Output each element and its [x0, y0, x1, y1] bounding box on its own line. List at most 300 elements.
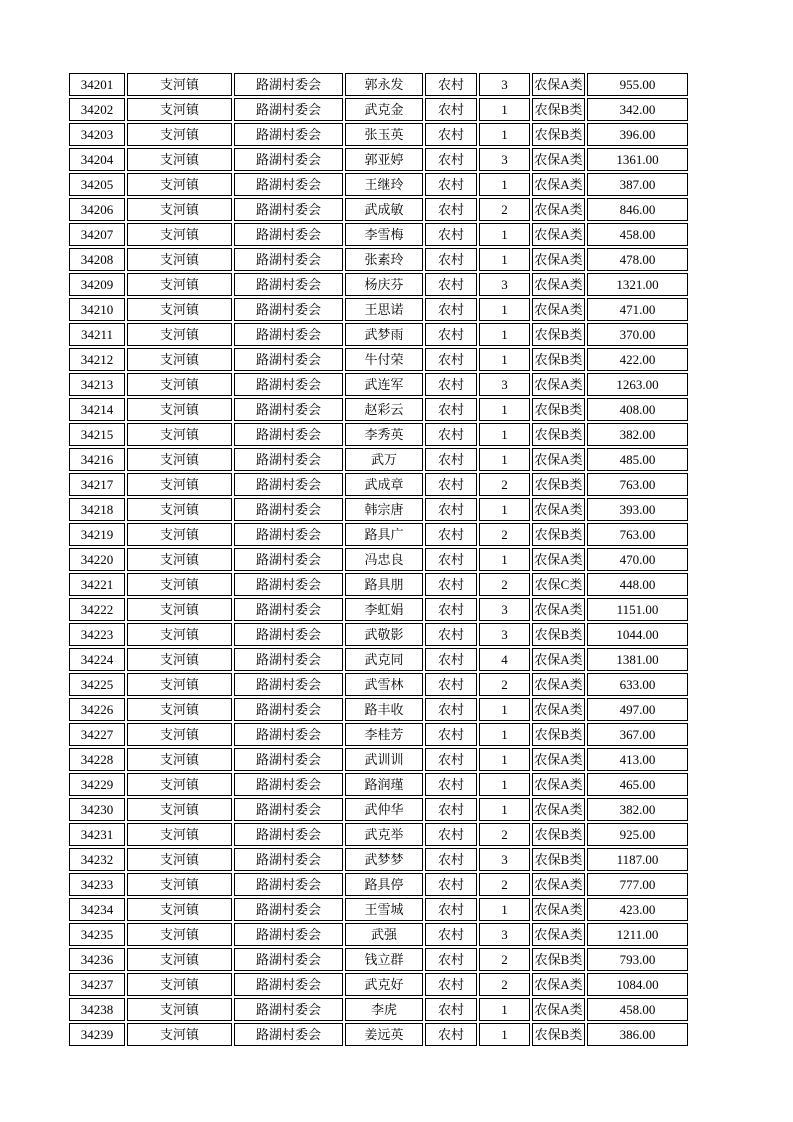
cell-village: 路湖村委会: [234, 173, 343, 196]
cell-name: 武雪林: [345, 673, 423, 696]
cell-name: 武敬影: [345, 623, 423, 646]
cell-name: 李雪梅: [345, 223, 423, 246]
table-row: [69, 498, 688, 521]
cell-insurance_category: 农保B类: [532, 348, 585, 371]
cell-town: 支河镇: [127, 598, 232, 621]
cell-name: 武强: [345, 923, 423, 946]
cell-person_count: 1: [479, 798, 530, 821]
cell-name: 王雪城: [345, 898, 423, 921]
cell-insurance_category: 农保A类: [532, 548, 585, 571]
cell-id: 34233: [69, 873, 125, 896]
cell-village: 路湖村委会: [234, 573, 343, 596]
cell-name: 武克同: [345, 648, 423, 671]
table-row: [69, 548, 688, 571]
cell-amount: 1263.00: [587, 373, 688, 396]
cell-id: 34232: [69, 848, 125, 871]
cell-person_count: 1: [479, 123, 530, 146]
cell-id: 34213: [69, 373, 125, 396]
cell-person_count: 2: [479, 973, 530, 996]
cell-id: 34227: [69, 723, 125, 746]
cell-name: 路具朋: [345, 573, 423, 596]
cell-id: 34205: [69, 173, 125, 196]
cell-id: 34235: [69, 923, 125, 946]
cell-residence_type: 农村: [425, 948, 477, 971]
table-row: [69, 648, 688, 671]
cell-amount: 413.00: [587, 748, 688, 771]
cell-amount: 497.00: [587, 698, 688, 721]
cell-village: 路湖村委会: [234, 123, 343, 146]
cell-amount: 633.00: [587, 673, 688, 696]
cell-amount: 465.00: [587, 773, 688, 796]
cell-amount: 382.00: [587, 798, 688, 821]
cell-id: 34222: [69, 598, 125, 621]
cell-person_count: 1: [479, 423, 530, 446]
table-row: [69, 98, 688, 121]
cell-amount: 1211.00: [587, 923, 688, 946]
table-row: [69, 998, 688, 1021]
cell-amount: 763.00: [587, 523, 688, 546]
cell-village: 路湖村委会: [234, 148, 343, 171]
cell-id: 34208: [69, 248, 125, 271]
table-row: [69, 973, 688, 996]
cell-name: 武仲华: [345, 798, 423, 821]
cell-village: 路湖村委会: [234, 548, 343, 571]
cell-name: 武训训: [345, 748, 423, 771]
cell-person_count: 3: [479, 373, 530, 396]
cell-town: 支河镇: [127, 123, 232, 146]
table-row: [69, 523, 688, 546]
cell-name: 牛付荣: [345, 348, 423, 371]
cell-insurance_category: 农保B类: [532, 523, 585, 546]
cell-town: 支河镇: [127, 323, 232, 346]
cell-name: 姜远英: [345, 1023, 423, 1046]
cell-person_count: 2: [479, 673, 530, 696]
cell-insurance_category: 农保A类: [532, 298, 585, 321]
table-row: [69, 1023, 688, 1046]
cell-name: 郭永发: [345, 73, 423, 96]
cell-residence_type: 农村: [425, 973, 477, 996]
cell-village: 路湖村委会: [234, 748, 343, 771]
insurance-payment-table: [67, 71, 690, 1048]
cell-amount: 470.00: [587, 548, 688, 571]
cell-name: 路润瑾: [345, 773, 423, 796]
cell-person_count: 3: [479, 598, 530, 621]
cell-amount: 1187.00: [587, 848, 688, 871]
cell-town: 支河镇: [127, 198, 232, 221]
table-row: [69, 398, 688, 421]
cell-id: 34201: [69, 73, 125, 96]
cell-residence_type: 农村: [425, 848, 477, 871]
table-row: [69, 623, 688, 646]
cell-town: 支河镇: [127, 398, 232, 421]
table-row: [69, 173, 688, 196]
cell-town: 支河镇: [127, 473, 232, 496]
cell-village: 路湖村委会: [234, 298, 343, 321]
cell-insurance_category: 农保A类: [532, 748, 585, 771]
cell-id: 34225: [69, 673, 125, 696]
cell-id: 34238: [69, 998, 125, 1021]
cell-town: 支河镇: [127, 748, 232, 771]
cell-residence_type: 农村: [425, 698, 477, 721]
cell-id: 34221: [69, 573, 125, 596]
cell-person_count: 1: [479, 748, 530, 771]
table-row: [69, 723, 688, 746]
cell-id: 34219: [69, 523, 125, 546]
cell-amount: 478.00: [587, 248, 688, 271]
cell-residence_type: 农村: [425, 898, 477, 921]
cell-person_count: 1: [479, 773, 530, 796]
cell-town: 支河镇: [127, 698, 232, 721]
cell-town: 支河镇: [127, 948, 232, 971]
table-row: [69, 573, 688, 596]
cell-town: 支河镇: [127, 848, 232, 871]
cell-person_count: 1: [479, 348, 530, 371]
cell-amount: 458.00: [587, 998, 688, 1021]
cell-person_count: 2: [479, 573, 530, 596]
cell-id: 34220: [69, 548, 125, 571]
cell-amount: 1321.00: [587, 273, 688, 296]
cell-amount: 367.00: [587, 723, 688, 746]
cell-amount: 846.00: [587, 198, 688, 221]
cell-insurance_category: 农保A类: [532, 198, 585, 221]
cell-residence_type: 农村: [425, 448, 477, 471]
cell-amount: 370.00: [587, 323, 688, 346]
cell-person_count: 1: [479, 223, 530, 246]
cell-amount: 423.00: [587, 898, 688, 921]
cell-person_count: 4: [479, 648, 530, 671]
cell-name: 冯忠良: [345, 548, 423, 571]
cell-residence_type: 农村: [425, 723, 477, 746]
cell-name: 路丰收: [345, 698, 423, 721]
cell-id: 34239: [69, 1023, 125, 1046]
cell-insurance_category: 农保B类: [532, 423, 585, 446]
cell-residence_type: 农村: [425, 473, 477, 496]
cell-town: 支河镇: [127, 623, 232, 646]
cell-person_count: 1: [479, 398, 530, 421]
cell-village: 路湖村委会: [234, 648, 343, 671]
cell-id: 34203: [69, 123, 125, 146]
cell-town: 支河镇: [127, 98, 232, 121]
cell-amount: 1084.00: [587, 973, 688, 996]
cell-village: 路湖村委会: [234, 273, 343, 296]
cell-town: 支河镇: [127, 1023, 232, 1046]
cell-person_count: 1: [479, 548, 530, 571]
cell-town: 支河镇: [127, 373, 232, 396]
cell-residence_type: 农村: [425, 548, 477, 571]
cell-person_count: 2: [479, 198, 530, 221]
cell-id: 34217: [69, 473, 125, 496]
cell-village: 路湖村委会: [234, 923, 343, 946]
table-row: [69, 673, 688, 696]
table-body: [69, 73, 688, 1046]
cell-name: 武成敏: [345, 198, 423, 221]
cell-person_count: 1: [479, 723, 530, 746]
cell-town: 支河镇: [127, 298, 232, 321]
table-row: [69, 198, 688, 221]
cell-amount: 1151.00: [587, 598, 688, 621]
cell-village: 路湖村委会: [234, 973, 343, 996]
cell-insurance_category: 农保B类: [532, 398, 585, 421]
cell-amount: 458.00: [587, 223, 688, 246]
cell-village: 路湖村委会: [234, 473, 343, 496]
cell-residence_type: 农村: [425, 923, 477, 946]
cell-name: 张素玲: [345, 248, 423, 271]
cell-village: 路湖村委会: [234, 198, 343, 221]
cell-residence_type: 农村: [425, 798, 477, 821]
cell-id: 34223: [69, 623, 125, 646]
table-row: [69, 923, 688, 946]
cell-name: 李虎: [345, 998, 423, 1021]
cell-name: 李虹娟: [345, 598, 423, 621]
table-row: [69, 298, 688, 321]
cell-id: 34226: [69, 698, 125, 721]
table-row: [69, 773, 688, 796]
cell-insurance_category: 农保B类: [532, 623, 585, 646]
cell-insurance_category: 农保A类: [532, 73, 585, 96]
cell-residence_type: 农村: [425, 873, 477, 896]
cell-amount: 1381.00: [587, 648, 688, 671]
cell-residence_type: 农村: [425, 148, 477, 171]
cell-person_count: 1: [479, 98, 530, 121]
cell-id: 34214: [69, 398, 125, 421]
cell-insurance_category: 农保A类: [532, 873, 585, 896]
cell-town: 支河镇: [127, 998, 232, 1021]
cell-village: 路湖村委会: [234, 623, 343, 646]
cell-town: 支河镇: [127, 73, 232, 96]
cell-village: 路湖村委会: [234, 773, 343, 796]
cell-id: 34228: [69, 748, 125, 771]
cell-insurance_category: 农保A类: [532, 998, 585, 1021]
cell-person_count: 1: [479, 323, 530, 346]
cell-person_count: 2: [479, 823, 530, 846]
cell-name: 钱立群: [345, 948, 423, 971]
cell-residence_type: 农村: [425, 823, 477, 846]
table-row: [69, 448, 688, 471]
cell-person_count: 1: [479, 698, 530, 721]
cell-town: 支河镇: [127, 573, 232, 596]
cell-id: 34237: [69, 973, 125, 996]
cell-insurance_category: 农保A类: [532, 148, 585, 171]
cell-town: 支河镇: [127, 148, 232, 171]
cell-town: 支河镇: [127, 923, 232, 946]
cell-amount: 342.00: [587, 98, 688, 121]
cell-town: 支河镇: [127, 823, 232, 846]
cell-person_count: 3: [479, 273, 530, 296]
cell-residence_type: 农村: [425, 648, 477, 671]
cell-amount: 1361.00: [587, 148, 688, 171]
cell-insurance_category: 农保A类: [532, 173, 585, 196]
cell-town: 支河镇: [127, 523, 232, 546]
cell-amount: 408.00: [587, 398, 688, 421]
cell-amount: 777.00: [587, 873, 688, 896]
cell-village: 路湖村委会: [234, 98, 343, 121]
cell-name: 武梦雨: [345, 323, 423, 346]
cell-residence_type: 农村: [425, 623, 477, 646]
cell-insurance_category: 农保C类: [532, 573, 585, 596]
cell-insurance_category: 农保B类: [532, 823, 585, 846]
cell-insurance_category: 农保B类: [532, 723, 585, 746]
table-row: [69, 348, 688, 371]
cell-residence_type: 农村: [425, 773, 477, 796]
cell-residence_type: 农村: [425, 323, 477, 346]
cell-village: 路湖村委会: [234, 1023, 343, 1046]
cell-amount: 386.00: [587, 1023, 688, 1046]
cell-insurance_category: 农保A类: [532, 698, 585, 721]
cell-amount: 448.00: [587, 573, 688, 596]
cell-name: 郭亚婷: [345, 148, 423, 171]
cell-person_count: 1: [479, 448, 530, 471]
cell-residence_type: 农村: [425, 748, 477, 771]
table-row: [69, 223, 688, 246]
cell-residence_type: 农村: [425, 248, 477, 271]
cell-name: 武克举: [345, 823, 423, 846]
table-row: [69, 423, 688, 446]
cell-person_count: 2: [479, 473, 530, 496]
cell-village: 路湖村委会: [234, 348, 343, 371]
cell-insurance_category: 农保A类: [532, 648, 585, 671]
cell-residence_type: 农村: [425, 198, 477, 221]
cell-village: 路湖村委会: [234, 723, 343, 746]
cell-town: 支河镇: [127, 248, 232, 271]
cell-town: 支河镇: [127, 223, 232, 246]
cell-residence_type: 农村: [425, 348, 477, 371]
cell-amount: 485.00: [587, 448, 688, 471]
cell-village: 路湖村委会: [234, 523, 343, 546]
cell-person_count: 1: [479, 498, 530, 521]
cell-residence_type: 农村: [425, 173, 477, 196]
cell-insurance_category: 农保A类: [532, 598, 585, 621]
cell-person_count: 1: [479, 998, 530, 1021]
cell-insurance_category: 农保B类: [532, 848, 585, 871]
cell-id: 34209: [69, 273, 125, 296]
table-row: [69, 873, 688, 896]
cell-id: 34236: [69, 948, 125, 971]
cell-name: 武克金: [345, 98, 423, 121]
cell-town: 支河镇: [127, 648, 232, 671]
cell-town: 支河镇: [127, 273, 232, 296]
cell-amount: 793.00: [587, 948, 688, 971]
cell-insurance_category: 农保B类: [532, 123, 585, 146]
table-row: [69, 748, 688, 771]
cell-person_count: 3: [479, 848, 530, 871]
cell-id: 34230: [69, 798, 125, 821]
cell-name: 武成章: [345, 473, 423, 496]
cell-village: 路湖村委会: [234, 898, 343, 921]
table-row: [69, 823, 688, 846]
cell-village: 路湖村委会: [234, 423, 343, 446]
cell-village: 路湖村委会: [234, 223, 343, 246]
cell-village: 路湖村委会: [234, 698, 343, 721]
cell-amount: 955.00: [587, 73, 688, 96]
cell-person_count: 3: [479, 923, 530, 946]
cell-insurance_category: 农保A类: [532, 223, 585, 246]
cell-village: 路湖村委会: [234, 448, 343, 471]
cell-insurance_category: 农保A类: [532, 448, 585, 471]
cell-residence_type: 农村: [425, 298, 477, 321]
cell-id: 34210: [69, 298, 125, 321]
cell-town: 支河镇: [127, 973, 232, 996]
cell-amount: 1044.00: [587, 623, 688, 646]
cell-village: 路湖村委会: [234, 848, 343, 871]
cell-residence_type: 农村: [425, 373, 477, 396]
cell-name: 王思诺: [345, 298, 423, 321]
table-row: [69, 848, 688, 871]
cell-insurance_category: 农保A类: [532, 373, 585, 396]
cell-village: 路湖村委会: [234, 498, 343, 521]
cell-town: 支河镇: [127, 798, 232, 821]
table-row: [69, 373, 688, 396]
cell-person_count: 1: [479, 1023, 530, 1046]
cell-insurance_category: 农保A类: [532, 248, 585, 271]
cell-residence_type: 农村: [425, 998, 477, 1021]
cell-village: 路湖村委会: [234, 248, 343, 271]
cell-amount: 925.00: [587, 823, 688, 846]
cell-name: 武梦梦: [345, 848, 423, 871]
cell-town: 支河镇: [127, 448, 232, 471]
cell-id: 34204: [69, 148, 125, 171]
cell-name: 武万: [345, 448, 423, 471]
cell-town: 支河镇: [127, 348, 232, 371]
cell-insurance_category: 农保A类: [532, 923, 585, 946]
cell-person_count: 2: [479, 948, 530, 971]
cell-name: 武连军: [345, 373, 423, 396]
table-row: [69, 598, 688, 621]
cell-insurance_category: 农保B类: [532, 948, 585, 971]
table-row: [69, 123, 688, 146]
cell-residence_type: 农村: [425, 398, 477, 421]
cell-person_count: 2: [479, 523, 530, 546]
cell-residence_type: 农村: [425, 498, 477, 521]
table-row: [69, 948, 688, 971]
cell-residence_type: 农村: [425, 273, 477, 296]
cell-insurance_category: 农保A类: [532, 498, 585, 521]
cell-village: 路湖村委会: [234, 398, 343, 421]
cell-id: 34211: [69, 323, 125, 346]
cell-amount: 393.00: [587, 498, 688, 521]
cell-name: 路具广: [345, 523, 423, 546]
cell-village: 路湖村委会: [234, 998, 343, 1021]
cell-name: 李秀英: [345, 423, 423, 446]
cell-amount: 471.00: [587, 298, 688, 321]
cell-town: 支河镇: [127, 773, 232, 796]
table-row: [69, 273, 688, 296]
cell-residence_type: 农村: [425, 573, 477, 596]
cell-insurance_category: 农保A类: [532, 798, 585, 821]
cell-person_count: 1: [479, 298, 530, 321]
cell-residence_type: 农村: [425, 98, 477, 121]
cell-insurance_category: 农保B类: [532, 1023, 585, 1046]
cell-id: 34212: [69, 348, 125, 371]
cell-residence_type: 农村: [425, 523, 477, 546]
table-row: [69, 798, 688, 821]
cell-village: 路湖村委会: [234, 598, 343, 621]
cell-insurance_category: 农保B类: [532, 98, 585, 121]
cell-insurance_category: 农保B类: [532, 323, 585, 346]
cell-person_count: 1: [479, 248, 530, 271]
cell-town: 支河镇: [127, 173, 232, 196]
cell-residence_type: 农村: [425, 73, 477, 96]
cell-name: 李桂芳: [345, 723, 423, 746]
cell-residence_type: 农村: [425, 673, 477, 696]
cell-person_count: 1: [479, 898, 530, 921]
cell-insurance_category: 农保A类: [532, 773, 585, 796]
cell-residence_type: 农村: [425, 223, 477, 246]
table-row: [69, 148, 688, 171]
cell-name: 杨庆芬: [345, 273, 423, 296]
table-row: [69, 248, 688, 271]
cell-insurance_category: 农保A类: [532, 273, 585, 296]
cell-name: 武克好: [345, 973, 423, 996]
